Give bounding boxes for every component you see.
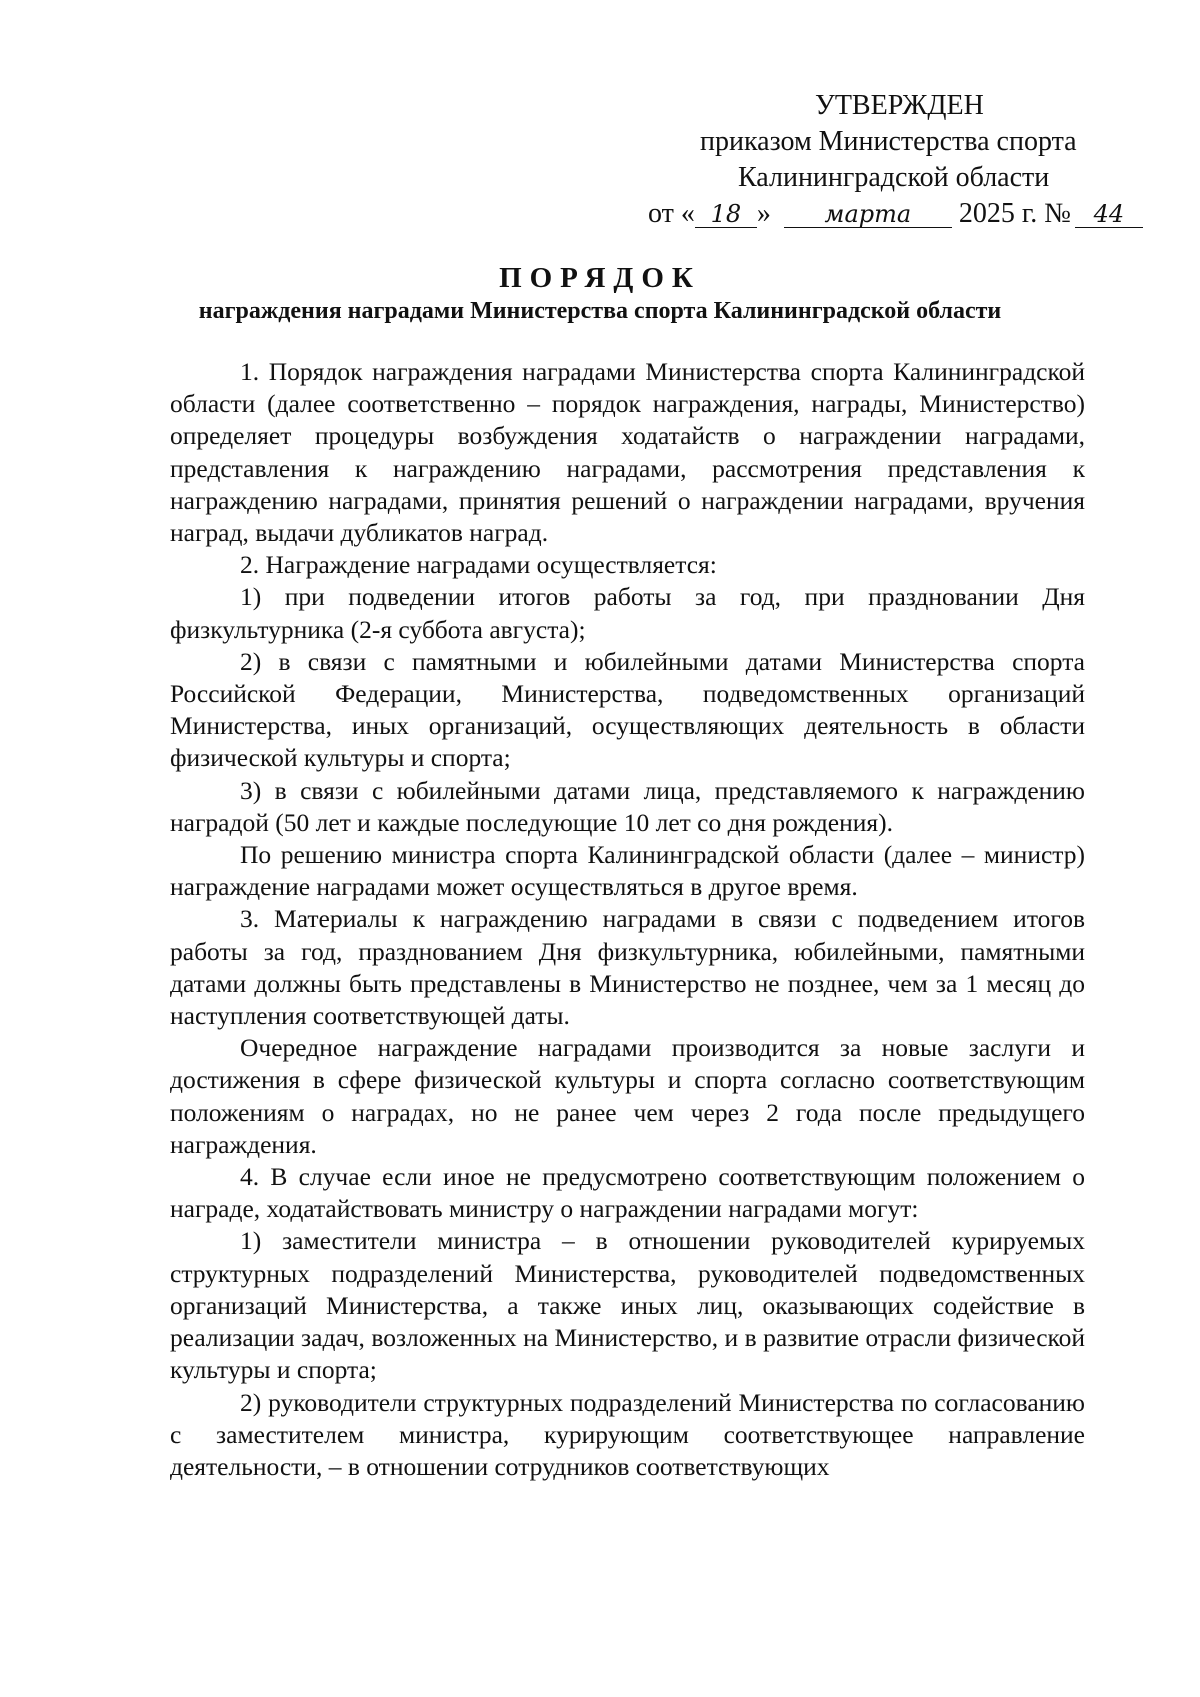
approval-heading: УТВЕРЖДЕН — [815, 90, 984, 121]
paragraph: 2) руководители структурных подразделений Министерства по согласованию с заместителем министра, курирующим соответствующее направление деятельности, – в отношении сотрудников соответствующих — [170, 1387, 1085, 1481]
approval-block — [560, 88, 1160, 232]
paragraph: 2. Награждение наградами осуществляется: — [240, 550, 717, 580]
approval-region-line: Калининградской области — [738, 162, 1050, 193]
paragraph: 2) в связи с памятными и юбилейными датами Министерства спорта Российской Федерации, Министерства, подведомственных организаций Министерства, иных организаций, осуществляющих деятельность в области физической культуры и спорта; — [170, 646, 1085, 773]
date-month-handwritten: марта — [784, 201, 952, 228]
paragraph: 1) при подведении итогов работы за год, при праздновании Дня физкультурника (2-я суббота августа); — [170, 582, 1085, 644]
document-subtitle: награждения наградами Министерства спорта Калининградской области — [198, 298, 1002, 324]
order-number-handwritten: 44 — [1075, 201, 1143, 228]
paragraph: Очередное награждение наградами производится за новые заслуги и достижения в сфере физической культуры и спорта согласно соответствующим положениям о наградах, но не ранее чем через 2 года после предыдущего награждения. — [170, 1033, 1085, 1159]
paragraph: 3. Материалы к награждению наградами в связи с подведением итогов работы за год, празднованием Дня физкультурника, юбилейными, памятными датами должны быть представлены в Министерство не позднее, чем за 1 месяц до наступления соответствующей даты. — [170, 904, 1085, 1031]
document-title: ПОРЯДОК — [499, 262, 701, 294]
date-prefix: от « — [648, 198, 695, 229]
document-body — [170, 356, 1085, 1483]
date-day-handwritten: 18 — [695, 201, 757, 228]
paragraph: 4. В случае если иное не предусмотрено соответствующим положением о награде, ходатайствовать министру о награждении наградами могут: — [170, 1162, 1085, 1224]
paragraph: 1) заместители министра – в отношении руководителей курируемых структурных подразделений Министерства, руководителей подведомственных организаций Министерства, а также иных лиц, оказывающих содействие в реализации задач, возложенных на Министерство, и в развитие отрасли физической культуры и спорта; — [170, 1226, 1085, 1385]
paragraph: 3) в связи с юбилейными датами лица, представляемого к награждению наградой (50 лет и каждые последующие 10 лет со дня рождения). — [170, 775, 1085, 837]
approval-order-line: приказом Министерства спорта — [700, 126, 1077, 157]
date-mid: » — [756, 198, 771, 229]
approval-date-line — [560, 196, 1160, 232]
date-year: 2025 г. № — [958, 198, 1071, 229]
paragraph: 1. Порядок награждения наградами Министерства спорта Калининградской области (далее соответственно – порядок награждения, награды, Министерство) определяет процедуры возбуждения ходатайств о награждении наградами, представления к награждению наградами, рассмотрения представления к награждению наградами, принятия решений о награждении наградами, вручения наград, выдачи дубликатов наград. — [170, 357, 1085, 548]
paragraph: По решению министра спорта Калининградской области (далее – министр) награждение наградами может осуществляться в другое время. — [170, 840, 1085, 902]
